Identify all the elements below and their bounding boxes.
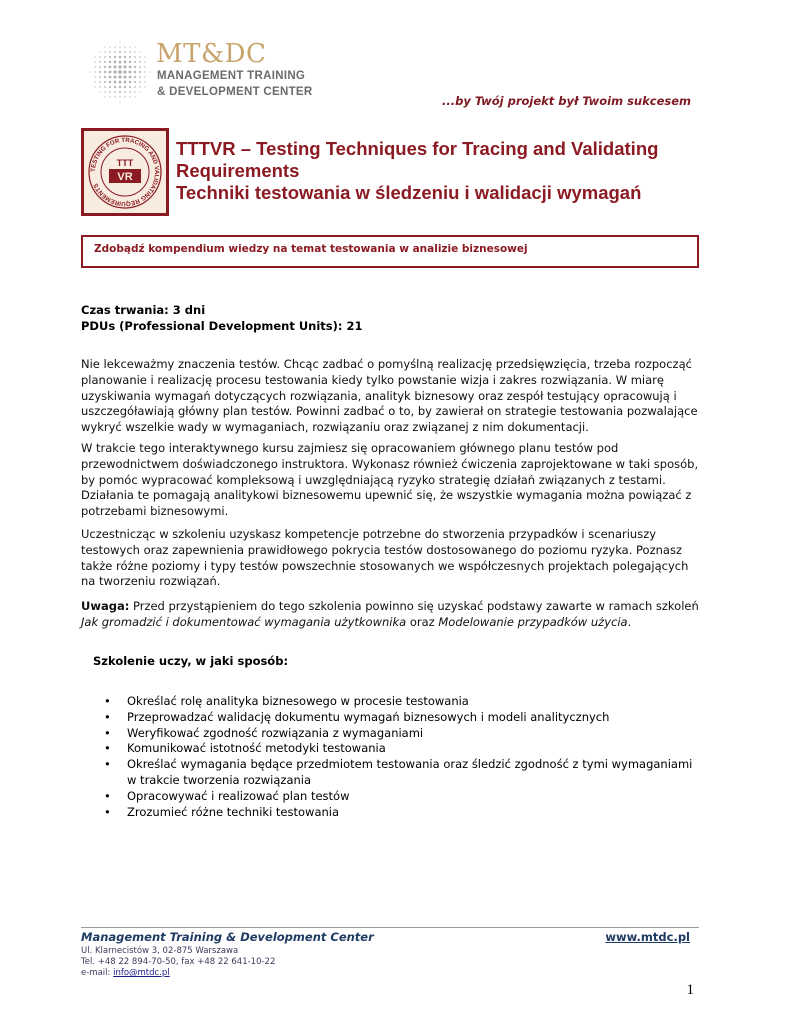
title-line-3: Techniki testowania w śledzeniu i walidacji wymagań [176,182,642,203]
footer-website-link[interactable]: www.mtdc.pl [605,930,690,944]
footer-email [81,968,170,979]
logo-brand: MT&DC [156,39,267,69]
badge-ring-text: TESTING FOR TRACING AND VALIDATING REQUIREMENTS [89,136,161,208]
dotted-globe-icon [84,38,156,106]
note-label: Uwaga: [81,599,130,613]
paragraph-competences: Uczestnicząc w szkoleniu uzyskasz kompetencje potrzebne do stworzenia przypadków i scenariuszy testowych oraz zapewnienia prawidłowego pokrycia testów dostosowanego do poziomu ryzyka. Poznasz także różne poziomy i typy testów powszechnie stosowanych we współczesnych projektach polegających na tworzeniu rozwiązań. [81,527,689,589]
footer-address: Ul. Klarnecistów 3, 02-875 Warszawa [81,946,239,956]
svg-text:VR: VR [117,171,133,183]
paragraph-intro: Nie lekceważmy znaczenia testów. Chcąc zadbać o pomyślną realizację przedsięwzięcia, trzeba rozpocząć planowanie i realizację procesu testowania kiedy tylko powstanie wizja i zakres rozwiązania. W miarę uzyskiwania wymagań dotyczących rozwiązania, analityk biznesowy oraz zespół testujący opracowują i uszczegóławiają główny plan testów. Powinni zadbać o to, by zawierał on strategie testowania pozwalające wykryć wszelkie wady w wymaganiach, rozwiązaniu oraz związanej z nim dokumentacji. [81,357,698,435]
paragraph-course: W trakcie tego interaktywnego kursu zajmiesz się opracowaniem głównego planu testów pod przewodnictwem doświadczonego instruktora. Wykonasz również ćwiczenia zaprojektowane w taki sposób, by pomóc wypracować kompleksową i uwzględniającą ryzyko strategię działań związanych z testami. Działania te pomagają analitykowi biznesowemu upewnić się, że wszystkie wymagania można powiązać z potrzebami biznesowymi. [81,441,699,519]
note-and: oraz [406,614,439,629]
course-badge [81,128,169,216]
paragraph-note [81,599,701,631]
logo-subtitle-line2: & DEVELOPMENT CENTER [157,86,313,98]
list-item: • Zrozumieć różne techniki testowania [100,805,700,821]
note-text: Przed przystąpieniem do tego szkolenia powinno się uzyskać podstawy zawarte w ramach szkoleń [129,599,699,613]
pdus-label: PDUs (Professional Development Units): 21 [81,319,363,333]
highlight-box [81,235,699,268]
slogan: ...by Twój projekt był Twoim sukcesem [442,94,691,108]
svg-text:TTT: TTT [116,158,134,168]
list-item: • Przeprowadzać walidację dokumentu wymagań biznesowych i modeli analitycznych [100,710,700,726]
list-item: • Opracowywać i realizować plan testów [100,789,700,805]
note-end: . [627,614,632,629]
highlight-text: Zdobądź kompendium wiedzy na temat testowania w analizie biznesowej [94,243,528,255]
footer-email-link[interactable]: info@mtdc.pl [113,968,170,978]
list-item: • Weryfikować zgodność rozwiązania z wymaganiami [100,726,700,742]
note-course-2: Modelowanie przypadków użycia [438,614,628,629]
list-item: • Komunikować istotność metodyki testowania [100,741,700,757]
course-meta [81,302,363,334]
footer-company: Management Training & Development Center [81,930,374,944]
logo-subtitle-line1: MANAGEMENT TRAINING [157,70,306,82]
page-number: 1 [686,982,694,998]
note-course-1: Jak gromadzić i dokumentować wymagania użytkownika [81,614,407,629]
footer-phone: Tel. +48 22 894-70-50, fax +48 22 641-10-22 [81,957,276,967]
company-logo [84,38,316,106]
list-item: • Określać wymagania będące przedmiotem testowania oraz śledzić zgodność z tymi wymaganiami w trakcie tworzenia rozwiązania [100,757,700,789]
tttvr-seal-icon [84,131,166,213]
bullet-list [100,694,700,820]
title-line-1: TTTVR – Testing Techniques for Tracing and Validating [176,138,659,159]
footer-divider [81,927,699,928]
list-item: • Określać rolę analityka biznesowego w procesie testowania [100,694,700,710]
duration-label: Czas trwania: 3 dni [81,303,206,317]
title-line-2: Requirements [176,160,300,181]
section-heading: Szkolenie uczy, w jaki sposób: [93,654,289,668]
page-title [176,138,706,204]
footer-email-label: e-mail: [81,968,114,978]
